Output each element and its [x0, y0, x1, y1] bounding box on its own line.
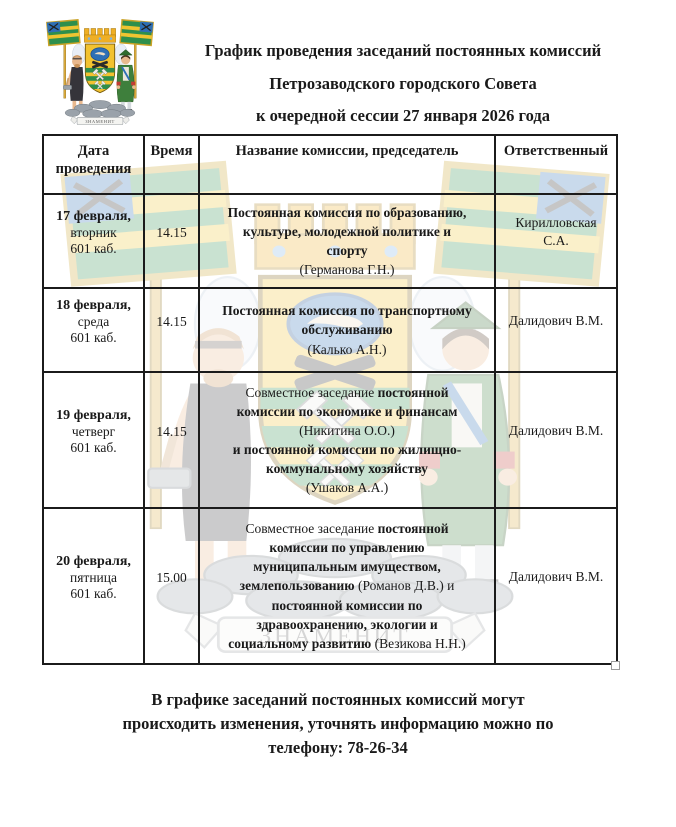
- date-cell: [43, 508, 144, 664]
- time-cell: 14.15: [144, 288, 199, 372]
- responsible-cell: Кирилловская С.А.: [495, 194, 617, 288]
- header-date: Дата проведения: [43, 135, 144, 194]
- commission-line: Постоянная комиссия по образованию,: [227, 204, 467, 220]
- commission-line: Совместное заседание постоянной: [245, 384, 449, 400]
- table-row: [43, 372, 617, 508]
- table-row: [43, 194, 617, 288]
- date-line: 17 февраля,: [56, 208, 131, 224]
- commission-cell: [199, 194, 495, 288]
- time-cell: 14.15: [144, 194, 199, 288]
- header-time: Время: [144, 135, 199, 194]
- date-line: 19 февраля,: [56, 407, 131, 423]
- commission-line: (Ушаков А.А.): [305, 480, 389, 496]
- commission-line: землепользованию (Романов Д.В.) и: [239, 578, 455, 594]
- commission-line: культуре, молодежной политике и: [242, 223, 452, 239]
- header-commission: Название комиссии, председатель: [199, 135, 495, 194]
- commission-line: (Германова Г.Н.): [299, 262, 395, 278]
- commission-line: спорту: [326, 243, 368, 258]
- date-cell: [43, 372, 144, 508]
- date-line: 601 каб.: [70, 586, 117, 602]
- title-line-3: к очередной сессии 27 января 2026 года: [256, 106, 550, 125]
- date-cell: [43, 288, 144, 372]
- title-line-1: График проведения заседаний постоянных комиссий: [204, 41, 602, 60]
- date-line: 18 февраля,: [56, 297, 131, 313]
- commission-line: Совместное заседание постоянной: [245, 520, 449, 536]
- footer-line-3: телефону: 78-26-34: [268, 738, 408, 757]
- coat-of-arms-logo: [45, 12, 155, 133]
- commission-line: социальному развитию (Везикова Н.Н.): [228, 635, 466, 651]
- commission-line: здравоохранению, экологии и: [256, 616, 438, 632]
- date-line: 601 каб.: [70, 241, 117, 257]
- commission-line: (Никитина О.О.): [299, 422, 395, 438]
- commission-line: постоянной комиссии по: [271, 597, 423, 613]
- schedule-table-body: [43, 194, 617, 664]
- date-line: 601 каб.: [70, 440, 117, 456]
- date-line: среда: [77, 314, 110, 330]
- date-line: 601 каб.: [70, 330, 117, 346]
- table-row: [43, 288, 617, 372]
- footer-line-2: происходить изменения, уточнять информацию можно по: [122, 714, 554, 733]
- date-line: 20 февраля,: [56, 553, 131, 569]
- commission-cell: [199, 508, 495, 664]
- commission-line: коммунальному хозяйству: [266, 461, 428, 477]
- responsible-cell: Далидович В.М.: [495, 508, 617, 664]
- commission-line: обслуживанию: [301, 322, 393, 338]
- commission-line: (Калько А.Н.): [307, 341, 387, 357]
- footer-line-1: В графике заседаний постоянных комиссий могут: [151, 690, 525, 709]
- date-line: пятница: [70, 570, 117, 586]
- commission-line: Постоянная комиссия по транспортному: [222, 303, 472, 319]
- commission-cell: [199, 288, 495, 372]
- document-title: [158, 41, 648, 139]
- date-line: четверг: [71, 424, 116, 440]
- commission-cell: [199, 372, 495, 508]
- date-line: вторник: [70, 225, 117, 241]
- responsible-cell: Далидович В.М.: [495, 288, 617, 372]
- table-row: [43, 508, 617, 664]
- time-cell: 14.15: [144, 372, 199, 508]
- object-anchor-marker: [611, 661, 620, 670]
- commission-line: комиссии по управлению: [269, 540, 425, 556]
- commission-line: и постоянной комиссии по жилищно-: [232, 442, 462, 457]
- title-line-2: Петрозаводского городского Совета: [269, 73, 537, 93]
- responsible-cell: Далидович В.М.: [495, 372, 617, 508]
- footer-note: [0, 688, 676, 760]
- time-cell: 15.00: [144, 508, 199, 664]
- header-responsible: Ответственный: [495, 135, 617, 194]
- commission-line: муниципальным имуществом,: [253, 559, 441, 575]
- header-row: [43, 135, 617, 194]
- date-cell: [43, 194, 144, 288]
- schedule-table: [42, 134, 618, 665]
- commission-line: комиссии по экономике и финансам: [236, 403, 458, 419]
